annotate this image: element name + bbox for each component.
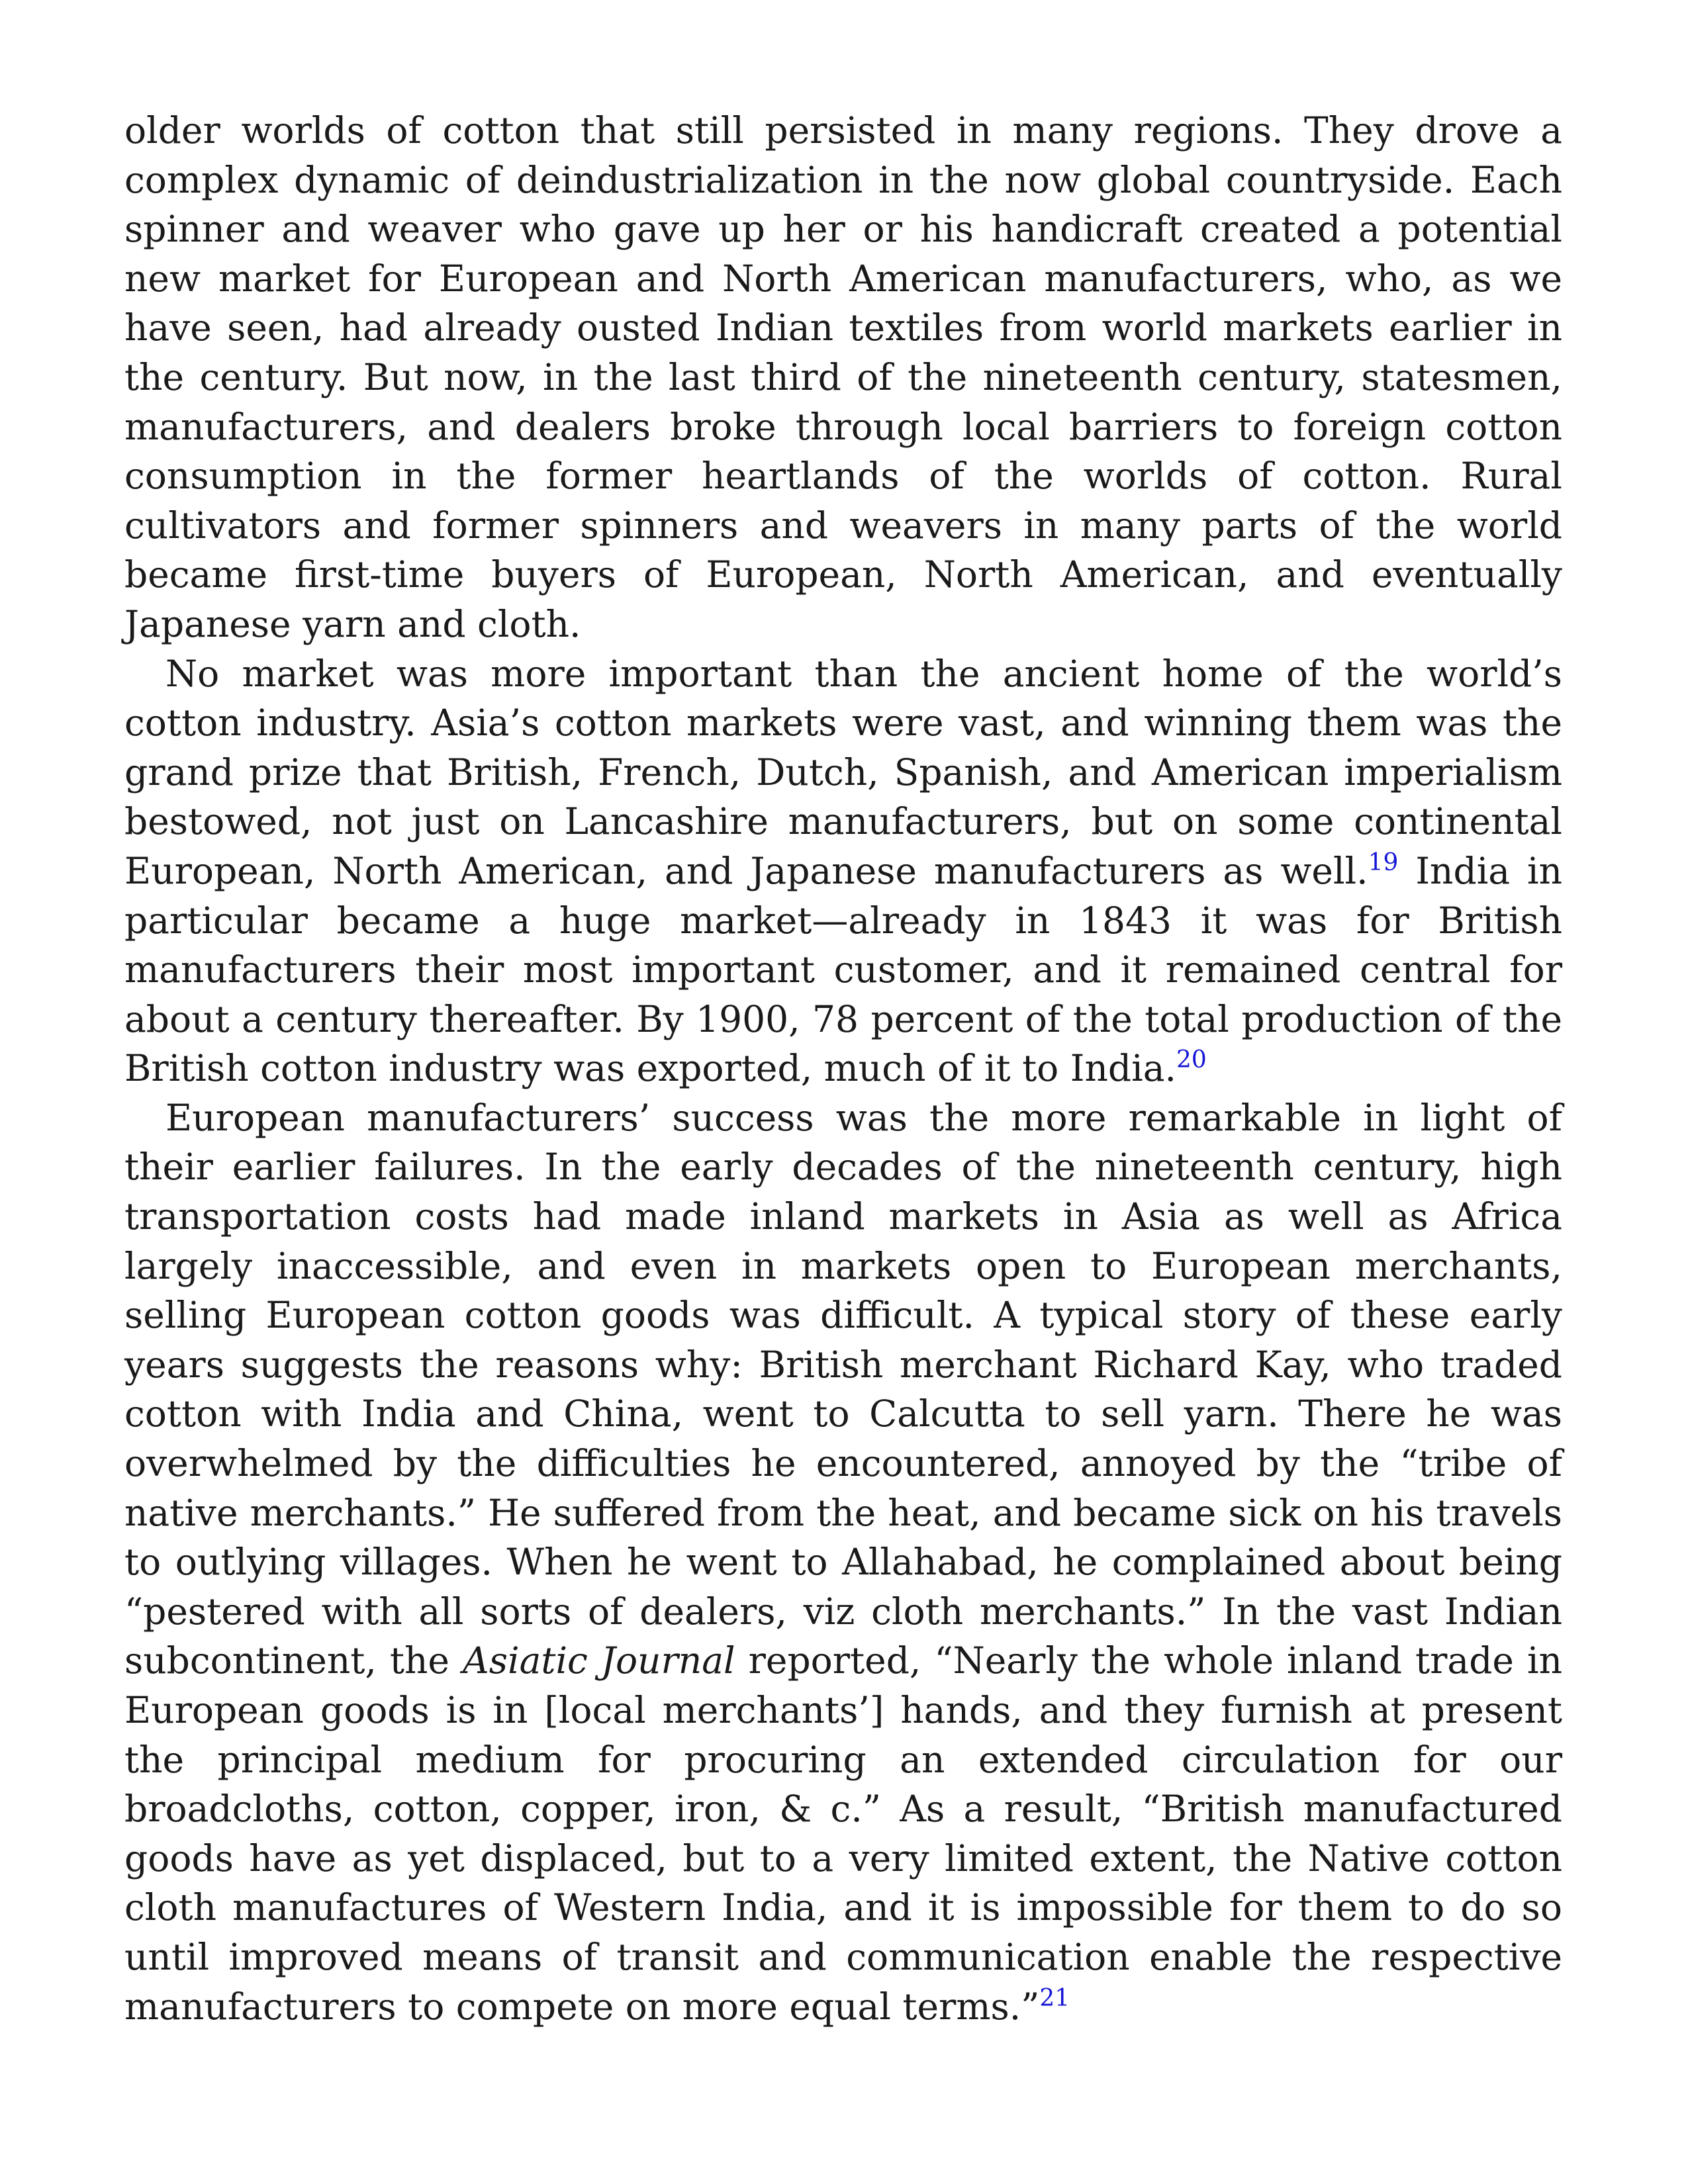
footnote-ref-19[interactable]: 19 (1368, 848, 1399, 876)
footnote-ref-21[interactable]: 21 (1039, 1984, 1070, 2012)
paragraph-2 (124, 649, 1562, 1093)
journal-title: Asiatic Journal (463, 1639, 735, 1682)
paragraph-3-text-a: European manufacturers’ success was the more remarkable in light of their earlier failures. In the early decades of the nineteenth century, high transportation costs had made inland markets in Asia as well as Africa largely inaccessible, and even in markets open to European merchants, selling European cotton goods was difficult. A typical story of these early years suggests the reasons why: British merchant Richard Kay, who traded cotton with India and China, went to Calcutta to sell yarn. There he was overwhelmed by the difficulties he encountered, annoyed by the “tribe of native merchants.” He suffered from the heat, and became sick on his travels to outlying villages. When he went to Allahabad, he complained about being “pestered with all sorts of dealers, viz cloth merchants.” In the vast Indian subcontinent, the (124, 1096, 1562, 1682)
footnote-ref-20[interactable]: 20 (1176, 1046, 1207, 1074)
paragraph-2-text-b: India in particular became a huge market—already in 1843 it was for British manufacturers their most important customer, and it remained central for about a century thereafter. By 1900, 78 percent of the total production of the British cotton industry was exported, much of it to India. (124, 849, 1562, 1090)
paragraph-1: older worlds of cotton that still persisted in many regions. They drove a complex dynamic of deindustrialization in the now global countryside. Each spinner and weaver who gave up her or his handicraft created a potential new market for European and North American manufacturers, who, as we have seen, had already ousted Indian textiles from world markets earlier in the century. But now, in the last third of the nineteenth century, statesmen, manufacturers, and dealers broke through local barriers to foreign cotton consumption in the former heartlands of the worlds of cotton. Rural cultivators and former spinners and weavers in many parts of the world became first-time buyers of European, North American, and eventually Japanese yarn and cloth. (124, 109, 1562, 645)
paragraph-3 (124, 1093, 1562, 2031)
paragraph-2-text-a: No market was more important than the ancient home of the world’s cotton industry. Asia’s cotton markets were vast, and winning them was the grand prize that British, French, Dutch, Spanish, and American imperialism bestowed, not just on Lancashire manufacturers, but on some continental European, North American, and Japanese manufacturers as well. (124, 652, 1562, 892)
paragraph-3-text-b: reported, “Nearly the whole inland trade in European goods is in [local merchants’] hands, and they furnish at present the principal medium for procuring an extended circulation for our broadcloths, cotton, copper, iron, & c.” As a result, “British manufactured goods have as yet displaced, but to a very limited extent, the Native cotton cloth manufactures of Western India, and it is impossible for them to do so until improved means of transit and communication enable the respective manufacturers to compete on more equal terms.” (124, 1639, 1563, 2028)
page-body (124, 106, 1562, 2031)
